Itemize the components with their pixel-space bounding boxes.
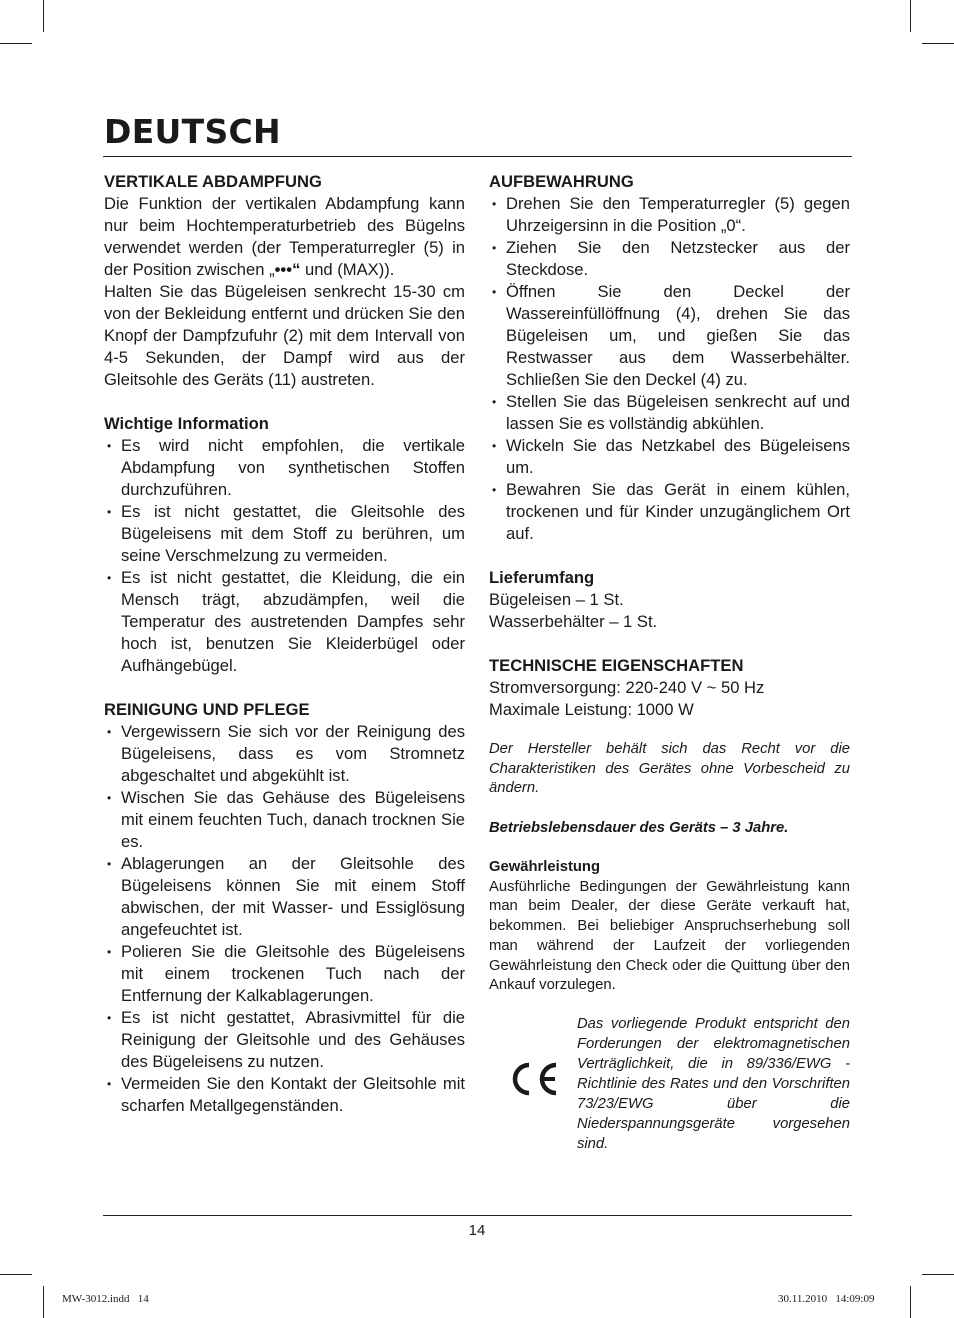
vertikale-paragraph-1	[104, 193, 465, 281]
right-column	[489, 171, 850, 1154]
hersteller-note: Der Hersteller behält sich das Recht vor die Charakteristiken des Gerätes ohne Vorbescheid zu ändern.	[489, 741, 850, 796]
crop-mark	[910, 1286, 911, 1318]
reinigung-list	[104, 721, 465, 1117]
list-item: • Bewahren Sie das Gerät in einem kühlen, trockenen und für Kinder unzugänglichem Ort auf.	[489, 479, 850, 545]
header-rule	[103, 156, 852, 157]
slug-date: 30.11.2010 14:09:09	[778, 1293, 875, 1305]
ce-mark-icon	[507, 1059, 562, 1099]
list-item: • Vermeiden Sie den Kontakt der Gleitsohle mit scharfen Metallgegenständen.	[104, 1073, 465, 1117]
list-item: • Polieren Sie die Gleitsohle des Bügeleisens mit einem trockenen Tuch nach der Entfernung der Kalkablagerungen.	[104, 941, 465, 1007]
list-item: • Wickeln Sie das Netzkabel des Bügeleisens um.	[489, 435, 850, 479]
page-number: 14	[468, 1222, 486, 1239]
gewaehrleistung-title: Gewährleistung	[489, 859, 600, 875]
list-item: • Ablagerungen an der Gleitsohle des Bügeleisens können Sie mit einem Stoff abwischen, der mit Wasser- und Essiglösung angefeuchtet ist.	[104, 853, 465, 941]
list-item: • Öffnen Sie den Deckel der Wassereinfüllöffnung (4), drehen Sie das Bügeleisen um, und gießen Sie das Restwasser aus dem Wasserbehälter. Schließen Sie den Deckel (4) zu.	[489, 281, 850, 391]
temperature-dots: •••	[274, 260, 293, 279]
lieferumfang-line: Bügeleisen – 1 St.	[489, 590, 624, 609]
vertikale-p1-text: Die Funktion der vertikalen Abdampfung kann nur beim Hochtemperaturbetrieb des Bügelns verwendet werden (der Temperaturregler (5) in der Position zwischen „	[104, 194, 465, 279]
page-title: DEUTSCH	[104, 112, 281, 151]
spec-line: Stromversorgung: 220-240 V ~ 50 Hz	[489, 678, 765, 697]
ce-conformity-text: Das vorliegende Produkt entspricht den Forderungen der elektromagnetischen Verträglichkeit, die in 89/336/EWG -Richtlinie des Rates und den Vorschriften 73/23/EWG über die Niederspannungsgeräte vorgesehen sind.	[577, 1016, 850, 1153]
lieferumfang-line: Wasserbehälter – 1 St.	[489, 612, 658, 631]
ce-block	[489, 1014, 850, 1154]
vertikale-paragraph-2: Halten Sie das Bügeleisen senkrecht 15-30 cm von der Bekleidung entfernt und drücken Sie den Knopf der Dampfzufuhr (2) mit dem Intervall von 4-5 Sekunden, der Dampf wird aus der Gleitsohle des Geräts (11) austreten.	[104, 282, 465, 389]
section-title-lieferumfang: Lieferumfang	[489, 568, 595, 587]
lebensdauer-note: Betriebslebensdauer des Geräts – 3 Jahre.	[489, 819, 789, 836]
list-item: • Stellen Sie das Bügeleisen senkrecht auf und lassen Sie es vollständig abkühlen.	[489, 391, 850, 435]
list-item: • Ziehen Sie den Netzstecker aus der Steckdose.	[489, 237, 850, 281]
section-title-technische: TECHNISCHE EIGENSCHAFTEN	[489, 656, 744, 675]
list-item: • Es wird nicht empfohlen, die vertikale Abdampfung von synthetischen Stoffen durchzuführen.	[104, 435, 465, 501]
list-item: • Es ist nicht gestattet, Abrasivmittel für die Reinigung der Gleitsohle und des Gehäuses des Bügeleisens zu nutzen.	[104, 1007, 465, 1073]
closing-quote: “	[292, 260, 301, 279]
list-item: • Drehen Sie den Temperaturregler (5) gegen Uhrzeigersinn in die Position „0“.	[489, 193, 850, 237]
wichtige-list	[104, 435, 465, 677]
section-title-reinigung: REINIGUNG UND PFLEGE	[104, 700, 310, 719]
section-title-wichtige: Wichtige Information	[104, 414, 269, 433]
list-item: • Wischen Sie das Gehäuse des Bügeleisens mit einem feuchten Tuch, danach trocknen Sie es.	[104, 787, 465, 853]
slug-file: MW-3012.indd 14	[62, 1293, 149, 1305]
crop-mark	[0, 1274, 32, 1275]
list-item: • Vergewissern Sie sich vor der Reinigung des Bügeleisens, dass es vom Stromnetz abgeschaltet und abgekühlt ist.	[104, 721, 465, 787]
list-item: • Es ist nicht gestattet, die Gleitsohle des Bügeleisens mit dem Stoff zu berühren, um seine Verschmelzung zu vermeiden.	[104, 501, 465, 567]
crop-mark	[922, 1274, 954, 1275]
crop-mark	[910, 0, 911, 32]
crop-mark	[0, 43, 32, 44]
vertikale-p1-end: und (MAX)).	[300, 260, 395, 279]
spec-line: Maximale Leistung: 1000 W	[489, 700, 694, 719]
crop-mark	[43, 0, 44, 32]
aufbewahrung-list	[489, 193, 850, 545]
crop-mark	[43, 1286, 44, 1318]
left-column	[104, 171, 465, 1117]
footer-rule	[103, 1215, 852, 1216]
section-title-vertikale: VERTIKALE ABDAMPFUNG	[104, 172, 322, 191]
list-item: • Es ist nicht gestattet, die Kleidung, die ein Mensch trägt, abzudämpfen, weil die Temperatur des austretenden Dampfes sehr hoch ist, benutzen Sie Kleiderbügel oder Aufhängebügel.	[104, 567, 465, 677]
section-title-aufbewahrung: AUFBEWAHRUNG	[489, 172, 634, 191]
crop-mark	[922, 43, 954, 44]
gewaehrleistung-text: Ausführliche Bedingungen der Gewährleistung kann man beim Dealer, der diese Geräte verkauft hat, bekommen. Bei beliebiger Anspruchserhebung soll man während der Laufzeit der vorliegenden Gewährleistung den Check oder die Quittung über den Ankauf vorzulegen.	[489, 878, 850, 994]
